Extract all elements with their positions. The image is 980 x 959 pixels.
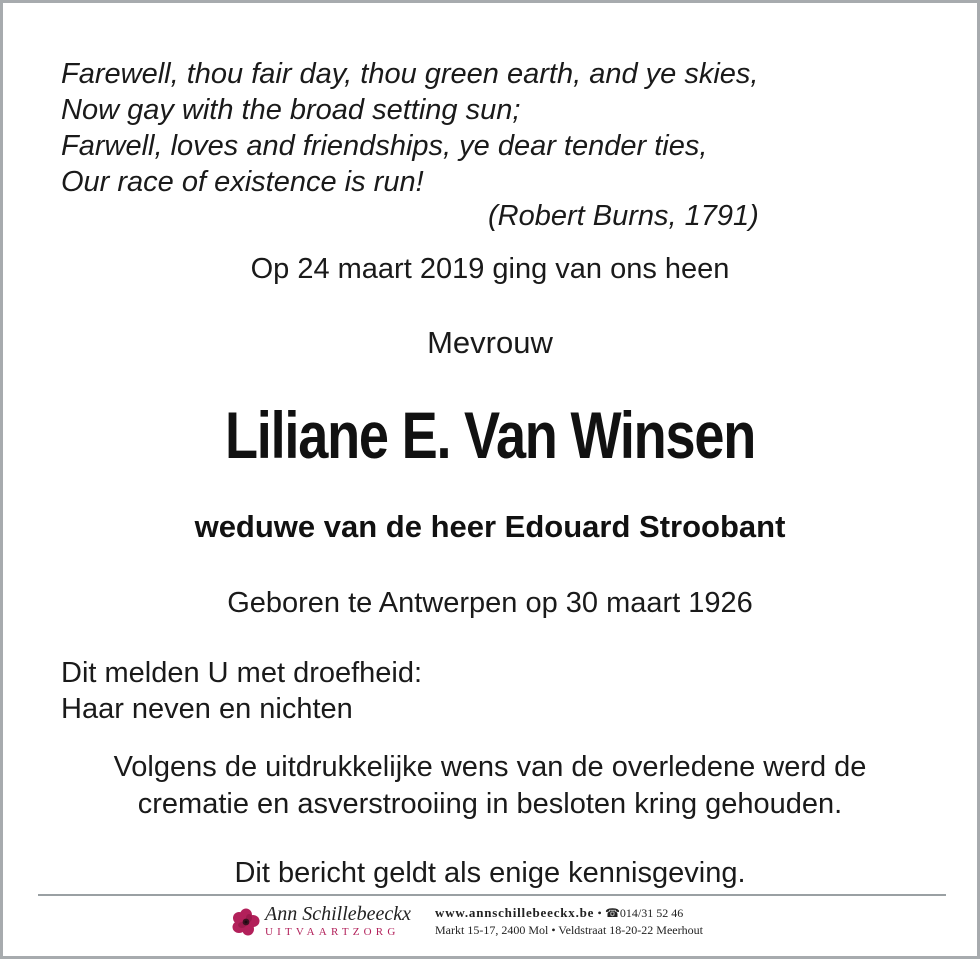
funeral-home-tagline: UITVAARTZORG (265, 926, 400, 938)
address-line: Markt 15-17, 2400 Mol • Veldstraat 18-20-22 Meerhout (435, 923, 703, 937)
funeral-home-name: Ann Schillebeeckx (265, 903, 412, 925)
phone-number: 014/31 52 46 (619, 906, 684, 920)
poem (61, 56, 758, 200)
website-link[interactable]: www.annschillebeeckx.be (435, 905, 595, 920)
poppy-flower-icon (232, 908, 260, 936)
cremation-wish-line-1: Volgens de uitdrukkelijke wens van de overledene werd de (113, 751, 867, 783)
announcement-line-2: Haar neven en nichten (61, 693, 353, 725)
cremation-wish-line-2: crematie en asverstrooiing in besloten kring gehouden. (137, 788, 843, 820)
cremation-wish (3, 749, 977, 823)
poem-line-2: Now gay with the broad setting sun; (61, 94, 521, 126)
poem-attribution: (Robert Burns, 1791) (488, 200, 759, 232)
poem-line-3: Farwell, loves and friendships, ye dear tender ties, (61, 130, 708, 162)
widow-of-line: weduwe van de heer Edouard Stroobant (194, 509, 786, 544)
deceased-name: Liliane E. Van Winsen (224, 398, 756, 472)
death-announcement: Op 24 maart 2019 ging van ons heen (250, 253, 730, 285)
funeral-home-contact (435, 905, 703, 939)
contact-web-phone (435, 905, 703, 921)
notice-line: Dit bericht geldt als enige kennisgeving. (234, 857, 746, 889)
birth-line: Geboren te Antwerpen op 30 maart 1926 (227, 587, 753, 619)
poem-line-1: Farewell, thou fair day, thou green earth, and ye skies, (61, 58, 759, 90)
announcement-line-1: Dit melden U met droefheid: (61, 657, 423, 689)
phone-icon: ☎ (604, 906, 620, 920)
funeral-home-footer (232, 903, 772, 943)
poem-line-4: Our race of existence is run! (61, 166, 424, 198)
honorific: Mevrouw (427, 325, 553, 360)
announcement-block (61, 655, 422, 727)
funeral-home-brand (265, 903, 411, 939)
footer-divider (38, 894, 946, 896)
separator-dot: • (597, 906, 602, 920)
